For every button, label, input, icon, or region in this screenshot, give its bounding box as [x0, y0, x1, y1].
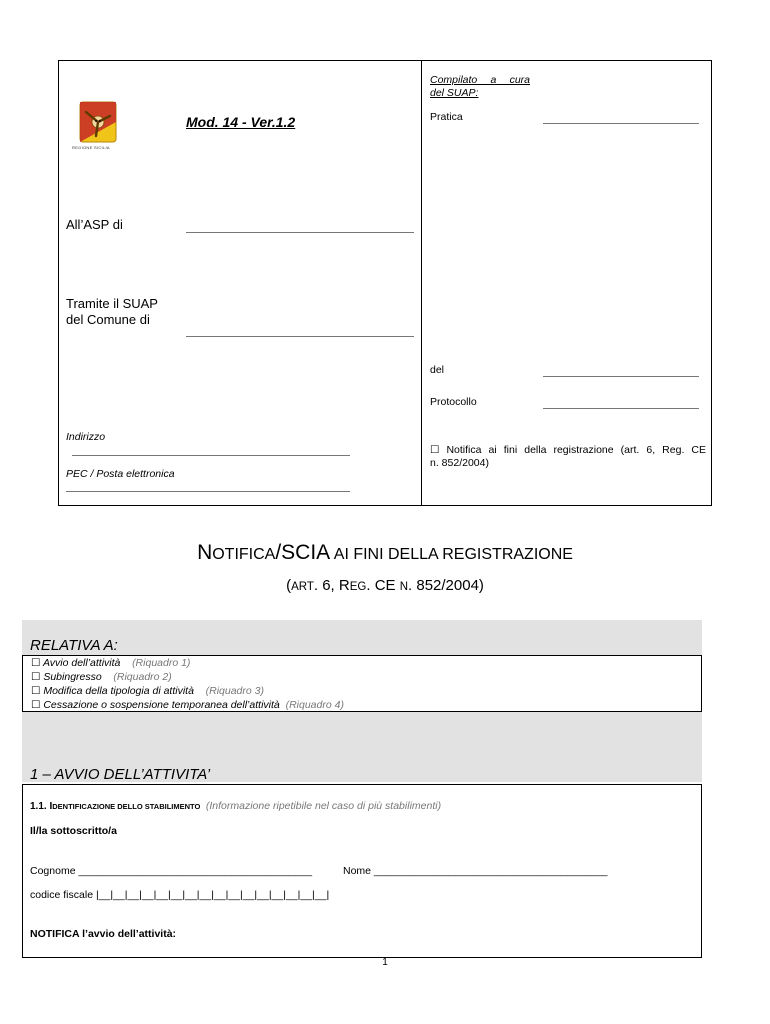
- del-label: del: [430, 364, 445, 376]
- suap-label: [66, 296, 158, 328]
- section-1-1-title: [30, 800, 441, 812]
- notifica-check-line2: n. 852/2004): [430, 457, 489, 469]
- logo-caption: REGIONE SICILIA: [72, 145, 110, 150]
- relativa-heading: RELATIVA A:: [30, 637, 118, 654]
- checkbox-icon[interactable]: ☐: [31, 685, 41, 697]
- relativa-heading-band: [22, 620, 702, 656]
- nome-field[interactable]: Nome ________________________________________: [343, 865, 608, 877]
- title-scia: /SCIA: [275, 541, 331, 564]
- cognome-field[interactable]: Cognome ________________________________________: [30, 865, 313, 877]
- header-divider: [421, 60, 422, 506]
- sub-end: . 852/2004): [408, 577, 484, 594]
- pec-field-line[interactable]: [66, 491, 350, 492]
- sub-n: N: [399, 581, 409, 593]
- notifica-avvio-label: NOTIFICA l’avvio dell’attività:: [30, 928, 177, 940]
- checkbox-icon[interactable]: ☐: [31, 657, 41, 669]
- sec-note: (Informazione ripetibile nel caso di più stabilimenti): [205, 800, 442, 812]
- sub-mid: . 6, R: [313, 577, 350, 594]
- checkbox-icon[interactable]: ☐: [31, 699, 41, 711]
- suap-label-line2: del Comune di: [66, 312, 150, 327]
- del-field-line[interactable]: [543, 376, 699, 377]
- page-subtitle: [0, 577, 770, 595]
- sub-ce: . CE: [366, 577, 400, 594]
- checkbox-label: Cessazione o sospensione temporanea dell’attività: [43, 699, 280, 711]
- riquadro-ref: (Riquadro 2): [113, 671, 172, 683]
- comune-field-line[interactable]: [186, 336, 414, 337]
- riquadro-ref: (Riquadro 1): [132, 657, 191, 669]
- sottoscritto-label: Il/la sottoscritto/a: [30, 825, 117, 837]
- avvio-heading: 1 – AVVIO DELL’ATTIVITA’: [30, 766, 211, 783]
- title-n: N: [197, 541, 213, 564]
- codice-fiscale-field[interactable]: codice fiscale |__|__|__|__|__|__|__|__|__|__|__|__|__|__|__|__|: [30, 889, 330, 901]
- notifica-registrazione-checkbox[interactable]: [430, 444, 706, 470]
- checkbox-cessazione[interactable]: [31, 699, 344, 711]
- pratica-label: Pratica: [430, 111, 463, 123]
- checkbox-subingresso[interactable]: [31, 671, 172, 683]
- checkbox-label: Modifica della tipologia di attività: [43, 685, 194, 697]
- title-rest: AI FINI DELLA REGISTRAZIONE: [330, 546, 573, 563]
- page-number: 1: [382, 957, 388, 968]
- asp-label: All’ASP di: [66, 217, 123, 232]
- checkbox-label: Subingresso: [43, 671, 102, 683]
- compilato-label-line1: Compilato a cura: [430, 74, 530, 86]
- riquadro-ref: (Riquadro 3): [205, 685, 264, 697]
- header-box: [58, 60, 712, 506]
- sub-art: ART: [291, 581, 314, 593]
- indirizzo-label: Indirizzo: [66, 431, 106, 443]
- sec-num: 1.1. I: [30, 801, 53, 812]
- checkbox-icon[interactable]: ☐: [31, 671, 41, 683]
- checkbox-label: Avvio dell’attività: [42, 657, 121, 669]
- notifica-check-line1: ☐ Notifica ai fini della registrazione (art. 6, Reg. CE: [430, 444, 706, 456]
- protocollo-field-line[interactable]: [543, 408, 699, 409]
- compilato-label: [430, 74, 530, 100]
- sub-open: (: [286, 577, 292, 594]
- checkbox-modifica[interactable]: [31, 685, 264, 697]
- compilato-label-line2: del SUAP:: [430, 87, 479, 99]
- sub-eg: EG: [349, 581, 367, 593]
- suap-label-line1: Tramite il SUAP: [66, 296, 158, 311]
- protocollo-label: Protocollo: [430, 396, 477, 408]
- riquadro-ref: (Riquadro 4): [285, 699, 344, 711]
- sec-title: DENTIFICAZIONE DELLO STABILIMENTO: [52, 802, 201, 811]
- asp-field-line[interactable]: [186, 232, 414, 233]
- regione-sicilia-logo: [76, 100, 120, 144]
- title-otifica: OTIFICA: [212, 546, 276, 563]
- page-title: [0, 541, 770, 565]
- indirizzo-field-line[interactable]: [72, 455, 350, 456]
- pratica-field-line[interactable]: [543, 123, 699, 124]
- pec-label: PEC / Posta elettronica: [66, 468, 175, 480]
- checkbox-avvio[interactable]: [31, 657, 190, 669]
- form-model-title: Mod. 14 - Ver.1.2: [186, 114, 296, 130]
